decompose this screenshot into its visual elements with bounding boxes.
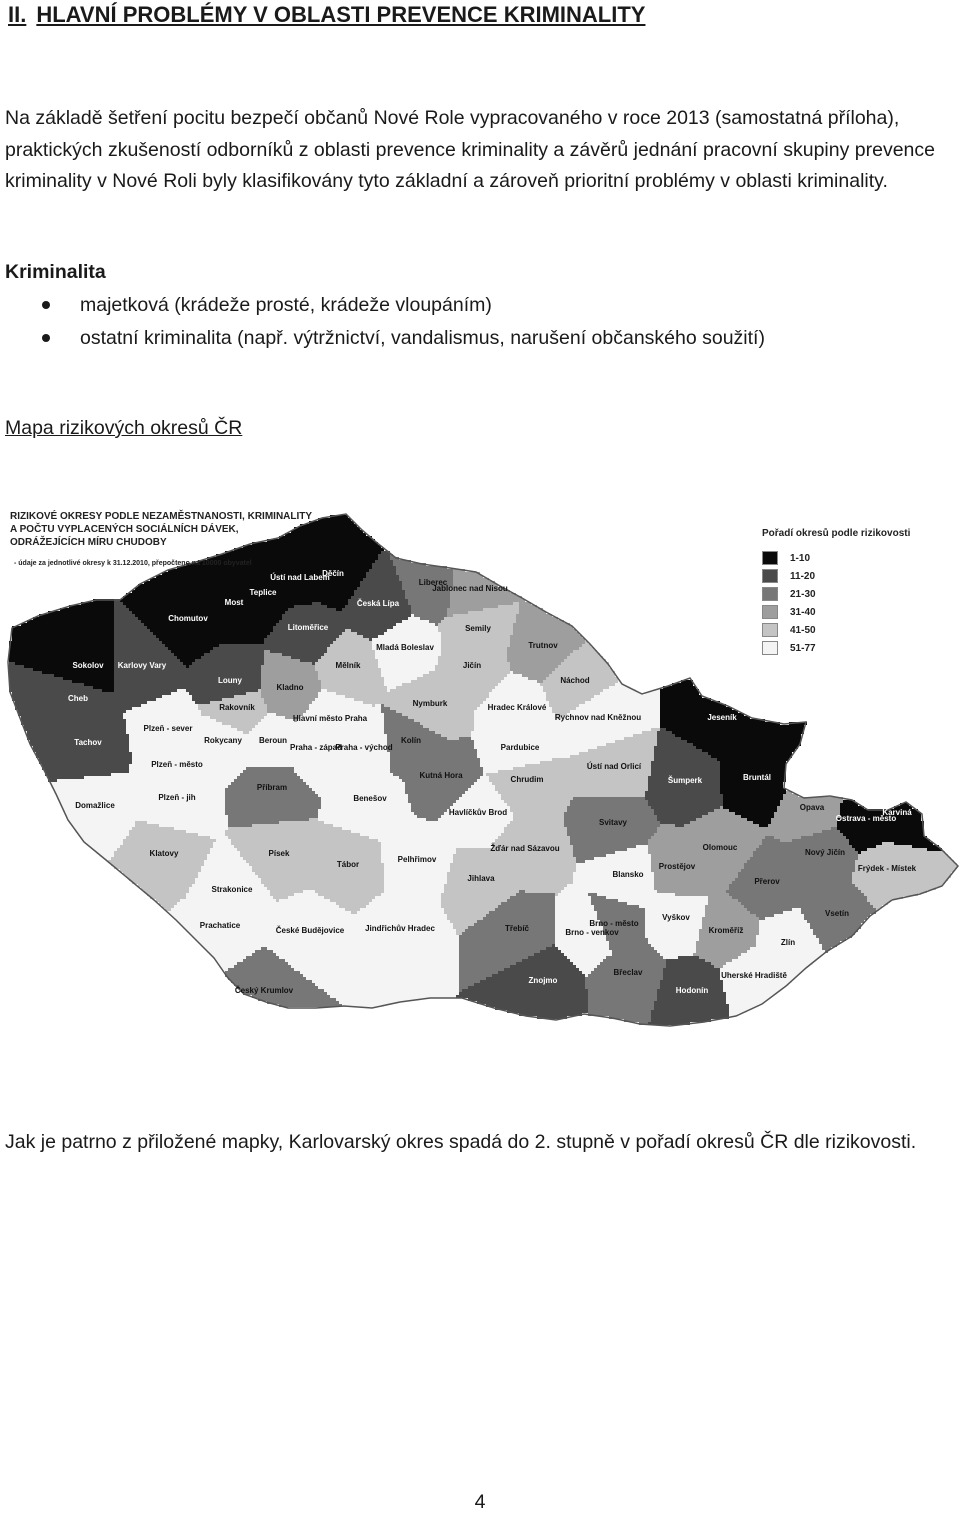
district-label: Brno - venkov	[565, 928, 619, 937]
bullet-icon	[42, 334, 50, 342]
district-label: Žďár nad Sázavou	[490, 844, 560, 853]
list-item	[0, 322, 765, 355]
district-label: Pardubice	[500, 743, 540, 752]
legend-swatch	[762, 587, 778, 601]
district-region	[852, 842, 957, 911]
section-heading	[8, 2, 645, 28]
district-label: Chrudim	[510, 775, 544, 784]
district-label: Děčín	[322, 569, 344, 578]
district-label: Chomutov	[168, 614, 208, 623]
legend-item	[762, 621, 910, 639]
district-label: Jihlava	[467, 874, 495, 883]
district-label: Uherské Hradiště	[721, 971, 787, 980]
district-label: Plzeň - jih	[158, 793, 196, 802]
legend-item	[762, 639, 910, 657]
district-label: Hlavní město Praha	[292, 714, 368, 723]
district-label: Hradec Králové	[487, 703, 547, 712]
legend-item	[762, 549, 910, 567]
district-label: Praha - východ	[335, 743, 393, 752]
district-label: Prostějov	[658, 862, 696, 871]
district-label: České Budějovice	[275, 926, 345, 935]
district-label: Mělník	[335, 661, 361, 670]
district-label: Vyškov	[662, 913, 690, 922]
district-label: Sokolov	[72, 661, 104, 670]
district-label: Karlovy Vary	[117, 661, 167, 670]
legend-label: 1-10	[790, 552, 811, 564]
district-label: Most	[224, 598, 244, 607]
district-label: Zlín	[780, 938, 796, 947]
district-label: Svitavy	[598, 818, 628, 827]
section-title: HLAVNÍ PROBLÉMY V OBLASTI PREVENCE KRIMINALITY	[36, 2, 646, 27]
district-label: Jičín	[462, 661, 482, 670]
district-label: Semily	[465, 624, 491, 633]
district-label: Jindřichův Hradec	[365, 924, 435, 933]
district-label: Hodonín	[675, 986, 709, 995]
district-label: Kladno	[276, 683, 304, 692]
legend-label: 51-77	[790, 642, 816, 654]
intro-paragraph: Na základě šetření pocitu bezpečí občanů Nové Role vypracovaného v roce 2013 (samostatná příloha), praktických zkušeností odborníků z oblasti prevence kriminality a závěrů jednání pracovní skupiny prevence kriminality v Nové Roli byly klasifikovány tyto základní a zároveň prioritní problémy v oblasti kriminality.	[5, 107, 935, 192]
district-label: Příbram	[256, 783, 288, 792]
district-label: Náchod	[560, 676, 590, 685]
district-label: Bruntál	[743, 773, 771, 782]
list-item	[0, 289, 765, 322]
district-label: Český Krumlov	[234, 986, 294, 995]
district-label: Beroun	[259, 736, 287, 745]
district-label: Vsetín	[824, 909, 850, 918]
bullet-icon	[42, 301, 50, 309]
conclusion-paragraph: Jak je patrno z přiložené mapky, Karlovarský okres spadá do 2. stupně v pořadí okresů ČR dle rizikovosti.	[5, 1131, 917, 1153]
district-label: Rychnov nad Kněžnou	[554, 713, 642, 722]
legend-item	[762, 603, 910, 621]
district-label: Frýdek - Místek	[857, 864, 917, 873]
district-label: Tábor	[336, 860, 360, 869]
legend-item	[762, 585, 910, 603]
district-label: Jeseník	[707, 713, 737, 722]
legend-swatch	[762, 551, 778, 565]
map-note: - údaje za jednotlivé okresy k 31.12.2010, přepočteno na 10000 obyvatel	[14, 560, 252, 567]
district-label: Mladá Boleslav	[376, 643, 434, 652]
crime-subheading: Kriminalita	[5, 261, 106, 283]
district-label: Domažlice	[75, 801, 115, 810]
legend-swatch	[762, 569, 778, 583]
district-label: Havlíčkův Brod	[448, 808, 508, 817]
district-label: Znojmo	[528, 976, 558, 985]
district-label: Olomouc	[702, 843, 738, 852]
page-number: 4	[474, 1491, 486, 1513]
legend-rows	[762, 549, 910, 657]
list-item-text: majetková (krádeže prosté, krádeže vloupáním)	[80, 294, 492, 316]
legend-item	[762, 567, 910, 585]
district-label: Opava	[799, 803, 825, 812]
district-label: Plzeň - město	[151, 760, 203, 769]
map-title-line: A POČTU VYPLACENÝCH SOCIÁLNÍCH DÁVEK,	[10, 524, 239, 535]
district-label: Brno - město	[589, 919, 639, 928]
crime-list	[0, 289, 765, 354]
district-label: Šumperk	[667, 776, 703, 785]
legend-label: 21-30	[790, 588, 816, 600]
district-label: Plzeň - sever	[143, 724, 193, 733]
map-legend	[762, 528, 910, 657]
list-item-text: ostatní kriminalita (např. výtržnictví, vandalismus, narušení občanského soužití)	[80, 326, 765, 349]
map-title-line: ODRÁŽEJÍCÍCH MÍRU CHUDOBY	[10, 537, 167, 548]
district-label: Tachov	[74, 738, 102, 747]
district-label: Jablonec nad Nisou	[432, 584, 508, 593]
district-label: Rakovník	[219, 703, 255, 712]
district-label: Kroměříž	[708, 926, 744, 935]
district-label: Praha - západ	[289, 743, 343, 752]
district-label: Liberec	[418, 578, 448, 587]
district-label: Ostrava - město	[835, 814, 897, 823]
district-label: Prachatice	[199, 921, 241, 930]
risk-map	[0, 488, 960, 1068]
district-label: Břeclav	[613, 968, 643, 977]
district-label: Přerov	[754, 877, 780, 886]
legend-swatch	[762, 641, 778, 655]
district-label: Ústí nad Orlicí	[586, 762, 642, 771]
legend-swatch	[762, 623, 778, 637]
map-section-title: Mapa rizikových okresů ČR	[5, 417, 243, 439]
district-label: Litoměřice	[287, 623, 329, 632]
map-title-line: RIZIKOVÉ OKRESY PODLE NEZAMĚSTNANOSTI, KRIMINALITY	[10, 511, 313, 522]
legend-label: 11-20	[790, 570, 816, 582]
district-label: Česká Lípa	[356, 599, 400, 608]
district-label: Cheb	[68, 694, 88, 703]
district-label: Ústí nad Labem	[270, 573, 330, 582]
legend-swatch	[762, 605, 778, 619]
district-label: Kutná Hora	[419, 771, 463, 780]
section-number: II.	[8, 2, 27, 27]
district-label: Karviná	[882, 808, 912, 817]
district-label: Blansko	[612, 870, 644, 879]
district-label: Třebíč	[504, 924, 530, 933]
district-label: Louny	[218, 676, 242, 685]
district-label: Teplice	[249, 588, 277, 597]
district-label: Klatovy	[149, 849, 179, 858]
legend-label: 41-50	[790, 624, 816, 636]
district-label: Pelhřimov	[397, 855, 437, 864]
district-label: Písek	[268, 849, 290, 858]
map-title	[10, 510, 312, 549]
district-label: Rokycany	[204, 736, 242, 745]
district-label: Trutnov	[528, 641, 558, 650]
district-label: Kolín	[401, 736, 421, 745]
district-label: Nový Jičín	[804, 848, 846, 857]
legend-title: Pořadí okresů podle rizikovosti	[762, 528, 911, 539]
district-label: Nymburk	[412, 699, 448, 708]
legend-label: 31-40	[790, 606, 816, 618]
district-label: Strakonice	[211, 885, 253, 894]
district-label: Benešov	[353, 794, 387, 803]
